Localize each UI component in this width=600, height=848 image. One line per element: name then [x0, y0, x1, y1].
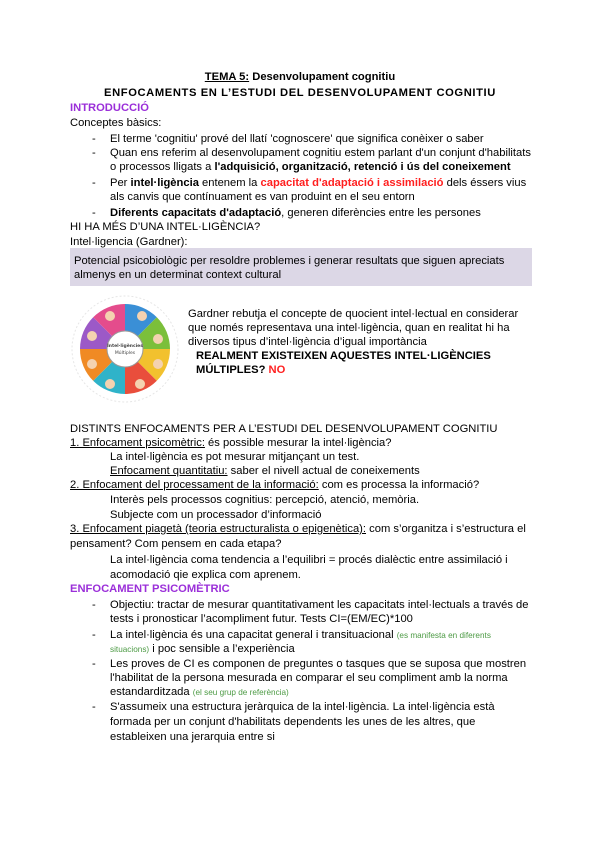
intro-bullet-4	[110, 206, 481, 220]
approach-3-detail-1: La intel·ligència coma tendencia a l’equilibri = procés dialèctic entre assimilació i	[110, 554, 508, 566]
gardner-text-line-2: que només representava una intel·ligència, quan en realitat hi ha	[188, 322, 510, 334]
approach-3-line-1	[70, 522, 526, 536]
different-capacities-term: Diferents capacitats d'adaptació	[110, 207, 282, 219]
multiple-intelligences-wheel-image	[70, 294, 180, 404]
green-note: (es manifesta en diferents	[396, 631, 491, 640]
approaches-heading: DISTINTS ENFOCAMENTS PER A L’ESTUDI DEL DESENVOLUPAMENT COGNITIU	[70, 423, 498, 435]
bullet-dash: -	[92, 133, 96, 145]
green-note: situacions)	[110, 645, 150, 654]
gardner-definition-label: Intel·ligencia (Gardner):	[70, 236, 188, 248]
text-span: MÚLTIPLES?	[196, 364, 269, 376]
psychometric-bullet-2-line-1	[110, 628, 491, 643]
psychometric-bullet-1-line-2: tests i pronosticar l’acompliment futur. Tests CI=(EM/EC)*100	[110, 613, 413, 625]
definition-line-2: almenys en un determinat context cultural	[74, 269, 282, 281]
wheel-label-2: Múltiples	[114, 351, 136, 356]
psychometric-bullet-4-line-2: formada per un conjunt d'habilitats dependents les unes de les altres, que	[110, 716, 476, 728]
text-span: o processos lligats a	[110, 161, 215, 173]
text-span: com es processa la informació?	[318, 479, 480, 491]
quantitative-term: Enfocament quantitatiu:	[110, 465, 228, 477]
bullet-dash: -	[92, 599, 96, 611]
green-note: (el seu grup de referència)	[192, 688, 289, 697]
approach-1	[70, 436, 392, 450]
approach-2	[70, 478, 479, 492]
topic-title	[0, 70, 600, 84]
intro-bullet-1: El terme 'cognitiu' prové del llatí 'cognoscere' que significa conèixer o saber	[110, 133, 484, 145]
text-span: i poc sensible a l’experiència	[149, 643, 295, 655]
intro-heading: INTRODUCCIÓ	[70, 102, 149, 114]
text-span: estandarditzada	[110, 686, 193, 698]
intelligence-term: intel·ligència	[130, 177, 199, 189]
text-span: La intel·ligència és una capacitat general i transituacional	[110, 629, 397, 641]
approach-2-detail-2: Subjecte com un processador d’informació	[110, 509, 322, 521]
topic-label: TEMA 5:	[204, 71, 250, 83]
psychometric-bullet-3-line-3	[110, 685, 289, 700]
adaptation-capacity-highlight: capacitat d'adaptació i assimilació	[260, 177, 444, 189]
psychometric-bullet-2-line-2	[110, 642, 295, 657]
intro-bullet-2-line-1: Quan ens referim al desenvolupament cognitiu estem parlant d'un conjunt d'habilitats	[110, 147, 531, 159]
bullet-dash: -	[92, 177, 96, 189]
bullet-dash: -	[92, 701, 96, 713]
psychometric-bullet-3-line-2: l'habilitat de la persona mesurada en comparar el seu compliment amb la norma	[110, 672, 508, 684]
text-span: entenem la	[198, 177, 261, 189]
psychometric-bullet-3-line-1: Les proves de CI es componen de preguntes o tasques que se suposa que mostren	[110, 658, 527, 670]
intro-bullet-3-line-2: als canvis que contínuament es van produint en el seu entorn	[110, 191, 415, 203]
approach-3-title: 3. Enfocament piagetà (teoria estructuralista o epigenètica):	[70, 523, 367, 535]
intelligence-question: HI HA MÉS D’UNA INTEL·LIGÈNCIA?	[70, 221, 261, 233]
text-span: dels éssers vius	[443, 177, 527, 189]
answer-no: NO	[268, 364, 286, 376]
text-span: és possible mesurar la intel·ligència?	[204, 437, 392, 449]
gardner-text-line-3: diversos tipus d’intel·ligència d’igual importància	[188, 336, 427, 348]
bullet-dash: -	[92, 629, 96, 641]
psychometric-heading: ENFOCAMENT PSICOMÈTRIC	[70, 583, 230, 595]
basic-concepts-label: Conceptes bàsics:	[70, 117, 162, 129]
psychometric-bullet-1-line-1: Objectiu: tractar de mesurar quantitativament les capacitats intel·lectuals a través de	[110, 599, 529, 611]
approach-1-title: 1. Enfocament psicomètric:	[70, 437, 205, 449]
psychometric-bullet-4-line-3: estableixen una jerarquia entre si	[110, 731, 275, 743]
text-span: saber el nivell actual de coneixements	[227, 465, 420, 477]
approach-3-detail-2: acomodació qie explica com aprenem.	[110, 569, 301, 581]
bullet-dash: -	[92, 147, 96, 159]
document-subtitle: ENFOCAMENTS EN L’ESTUDI DEL DESENVOLUPAMENT COGNITIU	[104, 87, 496, 99]
intro-bullet-3-line-1	[110, 176, 526, 190]
multiple-intelligences-question-line-2	[196, 363, 285, 377]
approach-1-detail-2	[110, 464, 420, 478]
approach-2-detail-1: Interès pels processos cognitius: percepció, atenció, memòria.	[110, 494, 420, 506]
key-phrase: l'adquisició, organització, retenció i ús del coneixement	[214, 161, 511, 173]
bullet-dash: -	[92, 207, 96, 219]
approach-1-detail-1: La intel·ligència es pot mesurar mitjançant un test.	[110, 451, 360, 463]
multiple-intelligences-question-line-1: REALMENT EXISTEIXEN AQUESTES INTEL·LIGÈNCIES	[196, 350, 491, 362]
approach-2-title: 2. Enfocament del processament de la informació:	[70, 479, 319, 491]
gardner-text-line-1: Gardner rebutja el concepte de quocient intel·lectual en considerar	[188, 308, 519, 320]
wheel-label-1: Intel·ligències	[107, 344, 143, 349]
definition-line-1: Potencial psicobiològic per resoldre problemes i generar resultats que siguen apreciats	[74, 255, 505, 267]
text-span: Per	[110, 177, 131, 189]
bullet-dash: -	[92, 658, 96, 670]
text-span: , generen diferències entre les persones	[281, 207, 481, 219]
approach-3-line-2: pensament? Com pensem en cada etapa?	[70, 538, 282, 550]
psychometric-bullet-4-line-1: S'assumeix una estructura jeràrquica de la intel·ligència. La intel·ligència està	[110, 701, 495, 713]
text-span: com s’organitza i s’estructura el	[366, 523, 526, 535]
topic-name: Desenvolupament cognitiu	[249, 71, 396, 83]
intro-bullet-2-line-2	[110, 160, 511, 174]
